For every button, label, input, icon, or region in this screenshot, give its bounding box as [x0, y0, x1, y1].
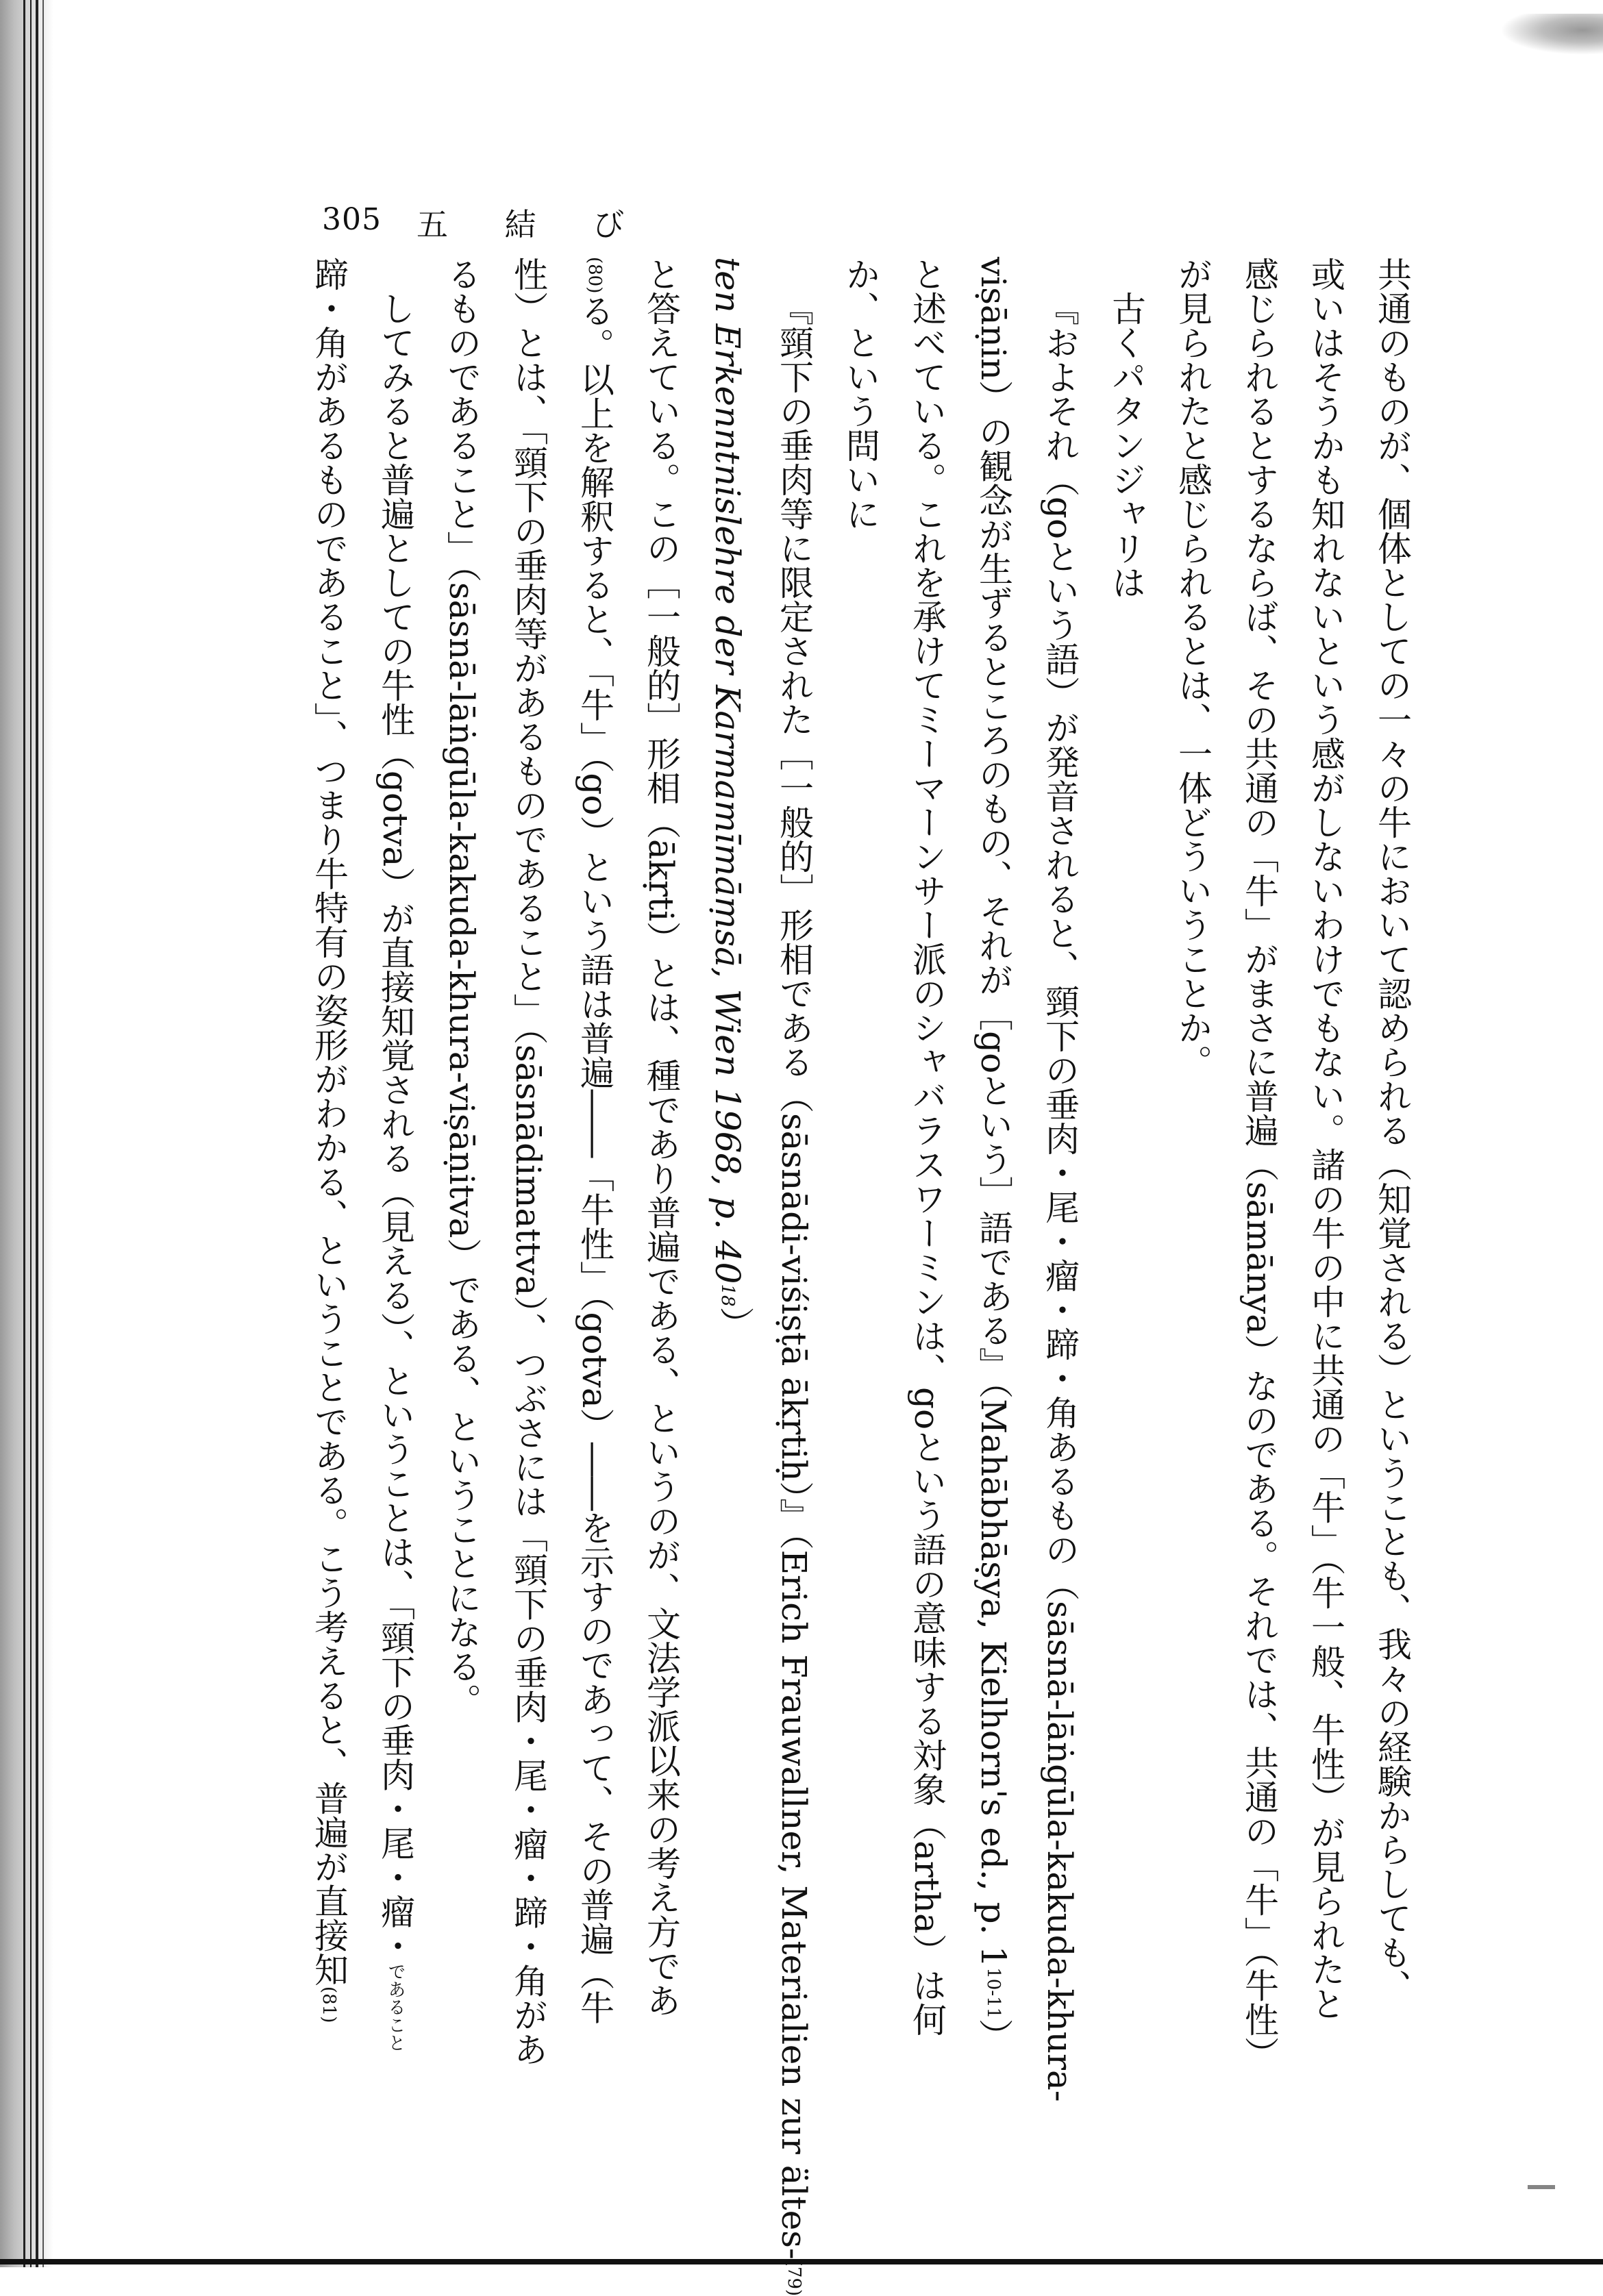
text-line: と答えている。この［一般的］形相（ākṛti）とは、種であり普遍である、というのが、文法学派以来の考え方であ	[641, 257, 681, 2018]
text-line: るものであること」（sāsnā-lāṅgūla-kakuda-khura-viṣāṇitva）である、ということになる。	[442, 257, 482, 1718]
footnote-marker: (81)	[319, 1986, 339, 2023]
text-line: 古くパタンジャリは	[1106, 291, 1146, 599]
reference-superscript: 10-11	[983, 1967, 1004, 2019]
binding-line	[36, 0, 38, 2267]
running-head: 五 結 び	[417, 206, 648, 243]
text-line: 感じられるとするならば、その共通の「牛」がまさに普遍（sāmānya）なのである。それでは、共通の「牛」（牛性）	[1239, 257, 1279, 2071]
binding-line	[30, 0, 32, 2267]
scan-smudge	[1500, 14, 1603, 55]
text-line	[362, 257, 428, 2236]
text-line	[561, 257, 627, 2202]
quote-text: 『頸下の垂肉等に限定された［一般的］形相である（sāsnādi-viśiṣṭā ākṛtiḥ）』（Erich Frauwallner, Materialien zur ältes-	[774, 291, 814, 2260]
text-line	[295, 257, 362, 2202]
text-line: 共通のものが、個体としての一々の牛において認められる（知覚される）ということも、我々の経験からしても、	[1372, 257, 1412, 2004]
quote-line: viṣāṇin）の観念が生ずるところのもの、それが［goという］語である』（Mahābhāṣya, Kielhorn's ed., p. 110-11）	[973, 257, 1013, 2054]
binding-line	[23, 0, 25, 2267]
ruby-annotation: であること	[385, 1962, 406, 2052]
text-line: と述べている。これを承けてミーマーンサー派のシャバラスワーミンは、goという語の意味する対象（artha）は何	[907, 257, 947, 2036]
quote-line: ten Erkenntnislehre der Karmamīmāṃsā, Wien 1968, p. 4018）	[708, 257, 747, 1341]
quote-text: viṣāṇin）の観念が生ずるところのもの、それが［goという］語である』（Mahābhāṣya, Kielhorn's ed., p. 1	[973, 257, 1013, 1968]
binding-shadow	[0, 0, 53, 2267]
text-line: 或いはそうかも知れないという感がしないわけでもない。諸の牛の中に共通の「牛」（牛一般、牛性）が見られたと	[1306, 257, 1345, 2021]
footnote-marker: (79)	[784, 2259, 804, 2296]
quote-line: 『およそれ（goという語）が発音されると、頸下の垂肉・尾・瘤・蹄・角あるもの（sāsnā-lāṅgūla-kakuda-khura-	[1040, 291, 1080, 2102]
text-line: か、という問いに	[841, 257, 880, 531]
reference-superscript: 18	[717, 1284, 738, 1307]
scan-mark	[1528, 2185, 1555, 2189]
quote-line	[760, 257, 827, 2296]
binding-line	[42, 0, 44, 2267]
line-text: 蹄・角があるものであること」、つまり牛特有の姿形がわかる、ということである。こう考えると、普遍が直接知	[309, 257, 349, 1986]
text-line: 性）とは、「頸下の垂肉等があるものであること」（sāsnādimattva）、つぶさには「頸下の垂肉・尾・瘤・蹄・角があ	[508, 257, 548, 2067]
footnote-marker: (80)	[584, 257, 605, 294]
citation-text: ten Erkenntnislehre der Karmamīmāṃsā, Wien 1968, p. 40	[708, 257, 747, 1284]
line-text: る。以上を解釈すると、「牛」（go）という語は普遍――「牛性」（gotva）――を示すのであって、その普遍（牛	[575, 293, 614, 2025]
body-text	[301, 257, 1425, 2296]
line-text: してみると普遍としての牛性（gotva）が直接知覚される（見える）、ということは、「頸下の垂肉・尾・瘤・	[375, 291, 415, 1963]
page-number: 305	[322, 202, 382, 237]
text-line: が見られたと感じられるとは、一体どういうことか。	[1173, 257, 1213, 1079]
